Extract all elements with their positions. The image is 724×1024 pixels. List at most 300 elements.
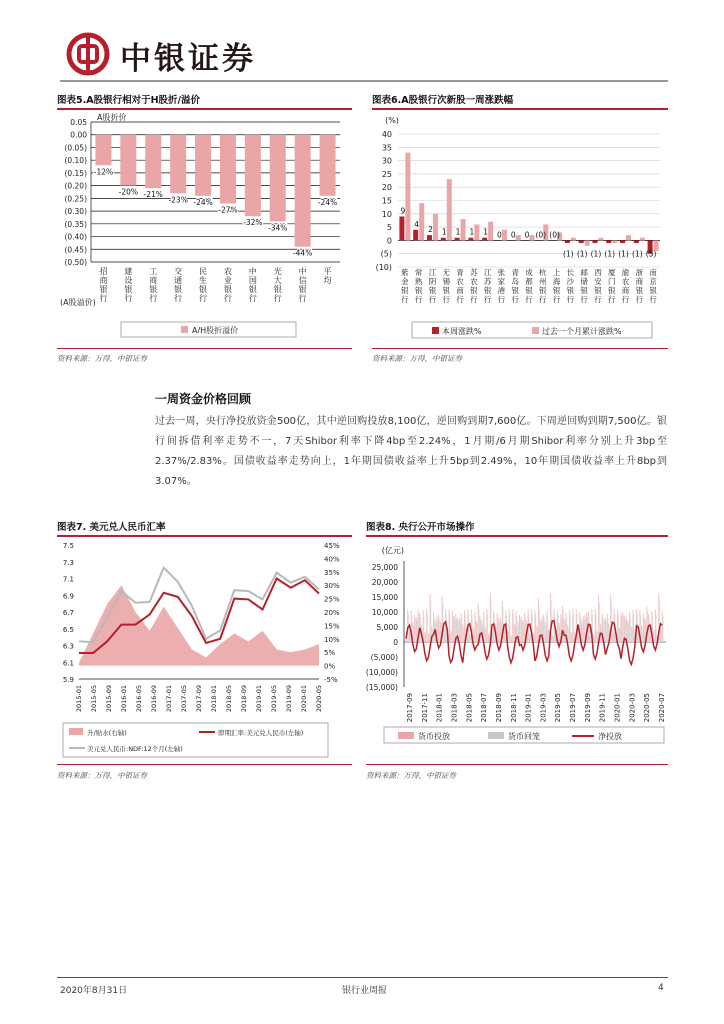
chart5-category-label-char: 平: [323, 267, 332, 276]
chart5-bar: [170, 135, 186, 194]
chart8-xtick: 2019-03: [539, 693, 548, 723]
chart8-ytick: 10,000: [371, 608, 398, 617]
chart5-ytick: (0.10): [64, 156, 87, 166]
chart6-data-label: (1): [604, 249, 616, 259]
chart8-legend-label: 货币回笼: [508, 732, 540, 741]
chart6-bar-month: [598, 238, 603, 241]
chart6-bar-week: [441, 238, 446, 241]
logo-text: 中银证券: [120, 41, 256, 77]
footer-rule: [57, 977, 668, 978]
chart6-category-label-char: 熟: [414, 277, 423, 286]
chart6-category-label-char: 行: [594, 295, 602, 304]
chart6-category-label-char: 港: [497, 286, 506, 295]
chart7-xtick: 2017-01: [165, 685, 173, 713]
chart7-source: 资料来源：万得，中银证券: [57, 771, 147, 780]
chart5-category-label-char: 均: [323, 276, 332, 285]
chart6-category-label-char: 成: [525, 268, 533, 277]
footer-title: 银行业周报: [342, 986, 388, 996]
chart6-bar-week: [606, 240, 611, 243]
chart5-category-label-char: 通: [174, 276, 183, 285]
chart5-data-label: -27%: [218, 205, 238, 215]
chart7-xtick: 2020-05: [315, 685, 323, 713]
chart7-right-ytick: 0%: [324, 662, 336, 671]
chart6-category-label-char: 行: [401, 295, 409, 304]
chart5-category-label-char: 行: [174, 294, 183, 303]
chart5-category-label-char: 大: [273, 276, 282, 285]
chart5-category-label-char: 银: [298, 285, 307, 294]
chart6-legend-swatch: [432, 327, 439, 334]
chart7-xtick: 2018-01: [210, 685, 218, 713]
chart6-ytick: 10: [381, 209, 392, 219]
chart6-category-label-char: 商: [635, 277, 644, 286]
section-paragraph: 过去一周，央行净投放资金500亿，其中逆回购投放8,100亿，逆回购到期7,600亿。下周逆回购到期7,500亿。银行间拆借利率走势不一，7天Shibor利率下降4bp至2.24%，1月期/6月期Shibor利率分别上升3bp至2.37%/2.83%。国债收益率走势向上，1年期国债收益率上升5bp到2.49%，10年期国债收益率上升8bp到3.07%。: [155, 416, 667, 487]
chart5-category-label-char: 设: [124, 276, 133, 285]
chart6-bar-week: [620, 240, 625, 243]
chart6-category-label-char: 行: [456, 295, 464, 304]
chart6-data-label: (1): [563, 249, 574, 259]
chart6-category-label-char: 银: [470, 286, 478, 295]
chart5-data-label: -32%: [243, 218, 263, 228]
chart7-legend-label: 美元兑人民币:NDF:12个月(左轴): [87, 745, 183, 753]
chart6-category-label-char: 岛: [511, 277, 519, 286]
chart7-xtick: 2015-09: [105, 685, 113, 713]
chart5-bar: [270, 135, 286, 222]
chart6-data-label: (1): [618, 249, 629, 259]
chart6-category-label-char: 江: [483, 268, 492, 277]
chart5-data-label: -24%: [317, 197, 338, 207]
chart7-xtick: 2018-09: [240, 685, 248, 713]
chart5-ytick: (0.35): [64, 219, 87, 229]
chart8-legend-swatch: [398, 732, 414, 739]
chart6-category-label-char: 商: [456, 286, 464, 295]
chart6-category-label-char: 银: [607, 286, 616, 295]
chart6-source: 资料来源：万得，中银证券: [372, 354, 462, 363]
chart6-data-label: (0): [535, 230, 547, 240]
chart5-ytick: (0.45): [64, 245, 87, 255]
chart5-category-label-char: 行: [99, 294, 108, 303]
chart6-category-label-char: 行: [539, 295, 547, 304]
chart6-ytick: 15: [381, 196, 392, 206]
chart5-category-label-char: 民: [199, 267, 208, 276]
chart7-right-ytick: 20%: [324, 609, 340, 617]
chart7-left-ytick: 6.5: [62, 625, 74, 634]
chart6-category-label-char: 银: [649, 286, 657, 295]
chart5-data-label: -34%: [268, 223, 288, 233]
chart8-xtick: 2019-11: [598, 693, 607, 723]
chart5-legend-label: A/H股折溢价: [192, 326, 239, 335]
chart5-category-label-char: 中: [298, 267, 307, 276]
chart6-legend-label: 过去一个月累计涨跌%: [542, 327, 622, 336]
chart6-bar-month: [612, 240, 617, 243]
chart7-legend-label: 即期汇率:美元兑人民币(左轴): [218, 729, 304, 737]
chart6-legend-label: 本周涨跌%: [442, 327, 482, 336]
chart5-data-label: -20%: [118, 187, 139, 197]
chart6-ytick: 5: [386, 223, 392, 233]
chart7-xtick: 2016-01: [120, 685, 128, 713]
chart7-left-ytick: 6.1: [62, 659, 74, 668]
chart8-legend-label: 货币投放: [418, 732, 450, 741]
chart8-legend-swatch: [488, 732, 504, 739]
chart8-xtick: 2019-01: [524, 693, 533, 723]
chart6-ytick: (10): [375, 263, 392, 272]
chart5-ytick: (0.40): [64, 232, 87, 242]
chart6-bar-week: [468, 238, 473, 241]
chart6: [368, 110, 668, 350]
chart8-title: 图表8. 央行公开市场操作: [366, 522, 475, 533]
chart6-bar-week: [482, 238, 487, 241]
chart6-ytick: 25: [381, 169, 392, 179]
chart5-data-label: -24%: [193, 197, 213, 207]
chart6-bar-month: [488, 222, 493, 241]
chart6-bar-month: [530, 235, 535, 240]
chart6-data-label: 0: [510, 230, 516, 240]
chart6-category-label-char: 行: [607, 295, 616, 304]
chart7-right-ytick: 40%: [324, 555, 340, 564]
chart6-data-label: (1): [590, 249, 602, 259]
chart6-category-label-char: 银: [525, 286, 533, 295]
chart6-ylabel: (%): [385, 116, 399, 125]
chart6-category-label-char: 银: [552, 286, 561, 295]
chart7-left-ytick: 7.3: [62, 558, 74, 567]
chart6-data-label: 0: [497, 230, 502, 240]
chart7-right-ytick: 25%: [324, 595, 340, 604]
chart6-data-label: 0: [524, 230, 530, 240]
chart5-bottom-rule: [57, 348, 352, 349]
chart7-xtick: 2017-09: [195, 685, 203, 713]
chart6-category-label-char: 常: [414, 268, 423, 277]
chart6-bar-month: [419, 203, 424, 240]
chart5-category-label-char: 银: [273, 285, 282, 294]
chart6-category-label-char: 行: [442, 295, 451, 304]
chart5-data-label: -44%: [292, 248, 313, 258]
chart6-bar-month: [571, 238, 576, 241]
chart6-category-label-char: 银: [539, 286, 547, 295]
chart7-left-ytick: 7.5: [62, 542, 74, 550]
chart6-category-label-char: 苏: [470, 268, 478, 277]
chart8-net-line: [406, 621, 662, 665]
chart8-xtick: 2019-07: [569, 693, 578, 723]
chart6-category-label-char: 银: [594, 286, 602, 295]
chart6-category-label-char: 京: [649, 277, 657, 286]
chart8-xtick: 2020-03: [628, 693, 637, 723]
chart5-category-label-char: 光: [273, 267, 282, 276]
chart6-category-label-char: 上: [552, 268, 561, 277]
chart7-left-ytick: 6.3: [62, 642, 74, 651]
chart6-data-label: 9: [400, 206, 406, 216]
chart6-category-label-char: 行: [649, 295, 657, 304]
chart6-category-label-char: 行: [525, 295, 533, 304]
chart6-data-label: (5): [645, 249, 657, 259]
chart5-ytick: (0.20): [64, 181, 87, 191]
header-rule: [60, 80, 668, 82]
chart6-category-label-char: 安: [594, 277, 602, 286]
chart8-ylabel: (亿元): [381, 546, 404, 555]
chart6-ytick: (5): [380, 249, 392, 259]
chart5-bar: [95, 135, 111, 166]
chart7-right-ytick: 5%: [324, 649, 336, 658]
chart6-ytick: 30: [381, 156, 392, 166]
chart8-xtick: 2018-11: [509, 693, 518, 723]
chart5-category-label-char: 信: [298, 276, 307, 285]
chart6-title: 图表6.A股银行次新股一周涨跌幅: [372, 95, 514, 106]
chart5-bar: [220, 135, 236, 204]
chart6-category-label-char: 银: [580, 286, 588, 295]
chart5-data-label: -21%: [143, 190, 163, 200]
chart6-category-label-char: 张: [497, 268, 506, 277]
chart5-title: 图表5.A股银行相对于H股折/溢价: [57, 95, 200, 106]
chart6-category-label-char: 银: [566, 286, 575, 295]
chart7-xtick: 2015-01: [75, 685, 83, 713]
chart6-bar-month: [405, 153, 410, 241]
chart6-category-label-char: 苏: [483, 277, 492, 286]
chart6-category-label-char: 银: [414, 286, 423, 295]
chart6-category-label-char: 阴: [428, 277, 437, 286]
chart5-category-label-char: 商: [99, 276, 108, 285]
chart6-bar-month: [502, 230, 507, 241]
chart7-xtick: 2016-05: [135, 685, 143, 713]
chart6-bar-month: [433, 214, 438, 241]
chart7-left-ytick: 6.9: [62, 592, 74, 601]
chart6-bar-month: [461, 219, 466, 240]
chart6-category-label-char: 门: [607, 277, 616, 286]
chart6-legend-swatch: [532, 327, 539, 334]
chart5-category-label-char: 行: [223, 294, 232, 303]
chart8-xtick: 2018-01: [435, 693, 444, 723]
chart5-category-label-char: 工: [149, 267, 158, 276]
chart5-ylabel-bottom: (A股溢价): [60, 298, 96, 307]
chart5-data-label: -23%: [168, 195, 188, 205]
chart6-category-label-char: 州: [539, 277, 547, 286]
chart5-ylabel: A股折价: [97, 113, 127, 122]
chart7-premium-area: [79, 585, 319, 665]
chart6-bottom-rule: [372, 348, 668, 349]
chart8-ytick: (15,000): [366, 683, 398, 692]
chart8-xtick: 2019-09: [583, 693, 592, 723]
chart5-legend-swatch: [181, 326, 188, 333]
chart5-ytick: (0.05): [64, 143, 87, 153]
chart7-right-ytick: 10%: [324, 635, 340, 644]
chart6-category-label-char: 长: [566, 268, 575, 277]
chart6-bar-week: [455, 238, 460, 241]
chart6-category-label-char: 银: [401, 286, 409, 295]
chart6-ytick: 20: [381, 183, 392, 193]
chart7: [57, 537, 352, 762]
chart6-bar-month: [626, 235, 631, 240]
chart7-xtick: 2018-05: [225, 685, 233, 713]
chart7-bottom-rule: [57, 764, 352, 765]
chart5-category-label-char: 行: [149, 294, 158, 303]
chart5-category-label-char: 行: [273, 294, 282, 303]
chart5-category-label-char: 农: [223, 267, 232, 276]
chart5-category-label-char: 行: [298, 294, 307, 303]
chart6-category-label-char: 金: [401, 277, 409, 286]
chart6-data-label: (0): [549, 230, 560, 240]
chart7-xtick: 2015-05: [90, 685, 98, 713]
chart7-right-ytick: 45%: [324, 542, 340, 550]
chart6-bar-week: [427, 235, 432, 240]
chart5-category-label-char: 银: [149, 285, 158, 294]
chart5: [57, 110, 352, 350]
chart6-category-label-char: 无: [442, 268, 451, 277]
chart6-category-label-char: 西: [594, 268, 602, 277]
chart5-ytick: (0.15): [64, 168, 87, 178]
chart6-data-label: 4: [414, 219, 420, 229]
chart5-source: 资料来源：万得，中银证券: [57, 354, 147, 363]
chart6-category-label-char: 行: [497, 295, 506, 304]
chart5-category-label-char: 国: [248, 276, 257, 285]
chart6-bar-week: [413, 230, 418, 241]
chart6-ytick: 0: [386, 236, 392, 246]
chart6-ytick: 35: [381, 143, 392, 153]
chart6-category-label-char: 行: [414, 295, 423, 304]
chart8-xtick: 2020-07: [658, 693, 666, 723]
chart8-xtick: 2020-01: [613, 693, 622, 723]
chart5-category-label-char: 行: [248, 294, 257, 303]
chart5-ytick: 0.05: [70, 118, 87, 127]
chart5-bar: [295, 135, 311, 247]
chart5-category-label-char: 生: [199, 276, 208, 285]
chart6-category-label-char: 农: [456, 277, 464, 286]
chart6-category-label-char: 紫: [401, 268, 409, 277]
chart6-category-label-char: 银: [428, 286, 437, 295]
chart8: [366, 537, 668, 762]
chart5-ytick: (0.25): [64, 194, 87, 204]
chart6-category-label-char: 青: [511, 268, 519, 277]
chart5-category-label-char: 建: [124, 267, 133, 276]
chart6-category-label-char: 行: [635, 295, 644, 304]
boc-logo-icon: [66, 32, 110, 76]
chart7-right-ytick: 35%: [324, 568, 340, 577]
chart6-category-label-char: 海: [552, 277, 561, 286]
chart6-bar-month: [640, 238, 645, 241]
chart5-bar: [145, 135, 161, 188]
chart6-ytick: 40: [381, 130, 392, 139]
chart5-category-label-char: 行: [124, 294, 133, 303]
chart6-category-label-char: 行: [483, 295, 492, 304]
chart6-category-label-char: 行: [552, 295, 561, 304]
chart6-category-label-char: 浙: [635, 268, 644, 277]
chart7-xtick: 2017-05: [180, 685, 188, 713]
chart6-bar-month: [516, 235, 521, 240]
chart8-ytick: 5,000: [376, 623, 398, 632]
chart6-bar-month: [447, 179, 452, 240]
chart7-right-ytick: -5%: [324, 676, 338, 684]
chart5-data-label: -12%: [93, 167, 114, 177]
chart6-bar-week: [592, 240, 597, 243]
chart6-category-label-char: 农: [621, 277, 630, 286]
chart6-category-label-char: 银: [635, 286, 644, 295]
chart6-bar-month: [474, 224, 479, 240]
chart7-xtick: 2019-01: [255, 685, 263, 713]
chart7-legend-swatch: [69, 728, 83, 735]
chart8-xtick: 2018-03: [450, 693, 459, 723]
chart8-ytick: 0: [393, 638, 398, 647]
chart8-xtick: 2017-11: [420, 693, 429, 723]
chart8-ytick: 25,000: [371, 563, 398, 572]
chart7-xtick: 2016-09: [150, 685, 158, 713]
chart8-xtick: 2019-05: [554, 693, 563, 723]
chart6-category-label-char: 行: [580, 295, 588, 304]
chart5-category-label-char: 商: [149, 276, 158, 285]
chart5-category-label-char: 招: [99, 267, 108, 276]
chart7-right-ytick: 15%: [324, 622, 340, 631]
chart6-category-label-char: 银: [442, 286, 451, 295]
chart6-category-label-char: 都: [525, 277, 533, 286]
chart6-category-label-char: 行: [621, 295, 630, 304]
chart7-legend-label: 升/贴水(右轴): [87, 729, 127, 737]
chart5-category-label-char: 行: [199, 294, 208, 303]
chart8-xtick: 2018-09: [494, 693, 503, 723]
chart8-bottom-rule: [366, 764, 668, 765]
chart6-data-label: 1: [455, 227, 461, 237]
chart6-category-label-char: 行: [511, 295, 519, 304]
chart6-category-label-char: 江: [428, 268, 437, 277]
chart6-category-label-char: 储: [580, 277, 588, 286]
chart5-bar: [195, 135, 211, 196]
chart6-category-label-char: 商: [621, 286, 630, 295]
chart5-bar: [245, 135, 261, 216]
chart6-category-label-char: 沙: [566, 277, 575, 286]
chart6-category-label-char: 邮: [580, 268, 588, 277]
chart6-category-label-char: 行: [470, 295, 478, 304]
chart7-xtick: 2019-09: [285, 685, 293, 713]
chart6-category-label-char: 银: [511, 286, 519, 295]
chart5-category-label-char: 银: [223, 285, 232, 294]
chart5-category-label-char: 中: [248, 267, 257, 276]
chart6-category-label-char: 银: [483, 286, 492, 295]
chart5-bar: [320, 135, 336, 196]
chart5-bar: [120, 135, 136, 186]
footer-date: 2020年8月31日: [60, 986, 128, 996]
section-heading: 一周资金价格回顾: [155, 392, 252, 406]
chart6-bar-week: [579, 240, 584, 243]
chart6-category-label-char: 南: [649, 268, 657, 277]
chart6-bar-week: [399, 216, 404, 240]
chart8-ytick: (5,000): [370, 653, 398, 662]
chart5-category-label-char: 银: [199, 285, 208, 294]
chart8-ytick: 20,000: [371, 578, 398, 587]
chart8-ytick: 15,000: [371, 593, 398, 602]
chart8-xtick: 2020-05: [643, 693, 652, 723]
chart6-data-label: 1: [441, 227, 447, 237]
chart8-ytick: (10,000): [366, 668, 398, 677]
chart7-left-ytick: 6.7: [62, 609, 74, 617]
chart6-category-label-char: 杭: [539, 268, 547, 277]
chart6-data-label: 1: [483, 227, 489, 237]
chart6-category-label-char: 行: [428, 295, 437, 304]
chart8-xtick: 2018-07: [480, 693, 489, 723]
chart5-category-label-char: 业: [223, 276, 232, 285]
chart6-data-label: 2: [428, 225, 433, 235]
chart5-ytick: (0.50): [64, 258, 87, 267]
chart5-category-label-char: 银: [174, 285, 183, 294]
chart8-xtick: 2018-05: [465, 693, 474, 723]
footer-page: 4: [658, 983, 664, 993]
chart6-category-label-char: 青: [456, 268, 464, 277]
chart7-right-ytick: 30%: [324, 582, 340, 591]
chart5-ytick: 0.00: [70, 130, 87, 140]
chart5-category-label-char: 银: [248, 285, 257, 294]
logo: [66, 32, 110, 76]
chart6-category-label-char: 家: [497, 277, 506, 286]
chart8-source: 资料来源：万得，中银证券: [366, 771, 456, 780]
chart5-ytick: (0.30): [64, 207, 87, 217]
chart7-title: 图表7. 美元兑人民币汇率: [57, 522, 166, 533]
chart7-left-ytick: 7.1: [62, 575, 74, 584]
chart5-category-label-char: 银: [99, 285, 108, 294]
chart6-bar-month: [585, 240, 590, 245]
chart6-bar-week: [634, 240, 639, 243]
